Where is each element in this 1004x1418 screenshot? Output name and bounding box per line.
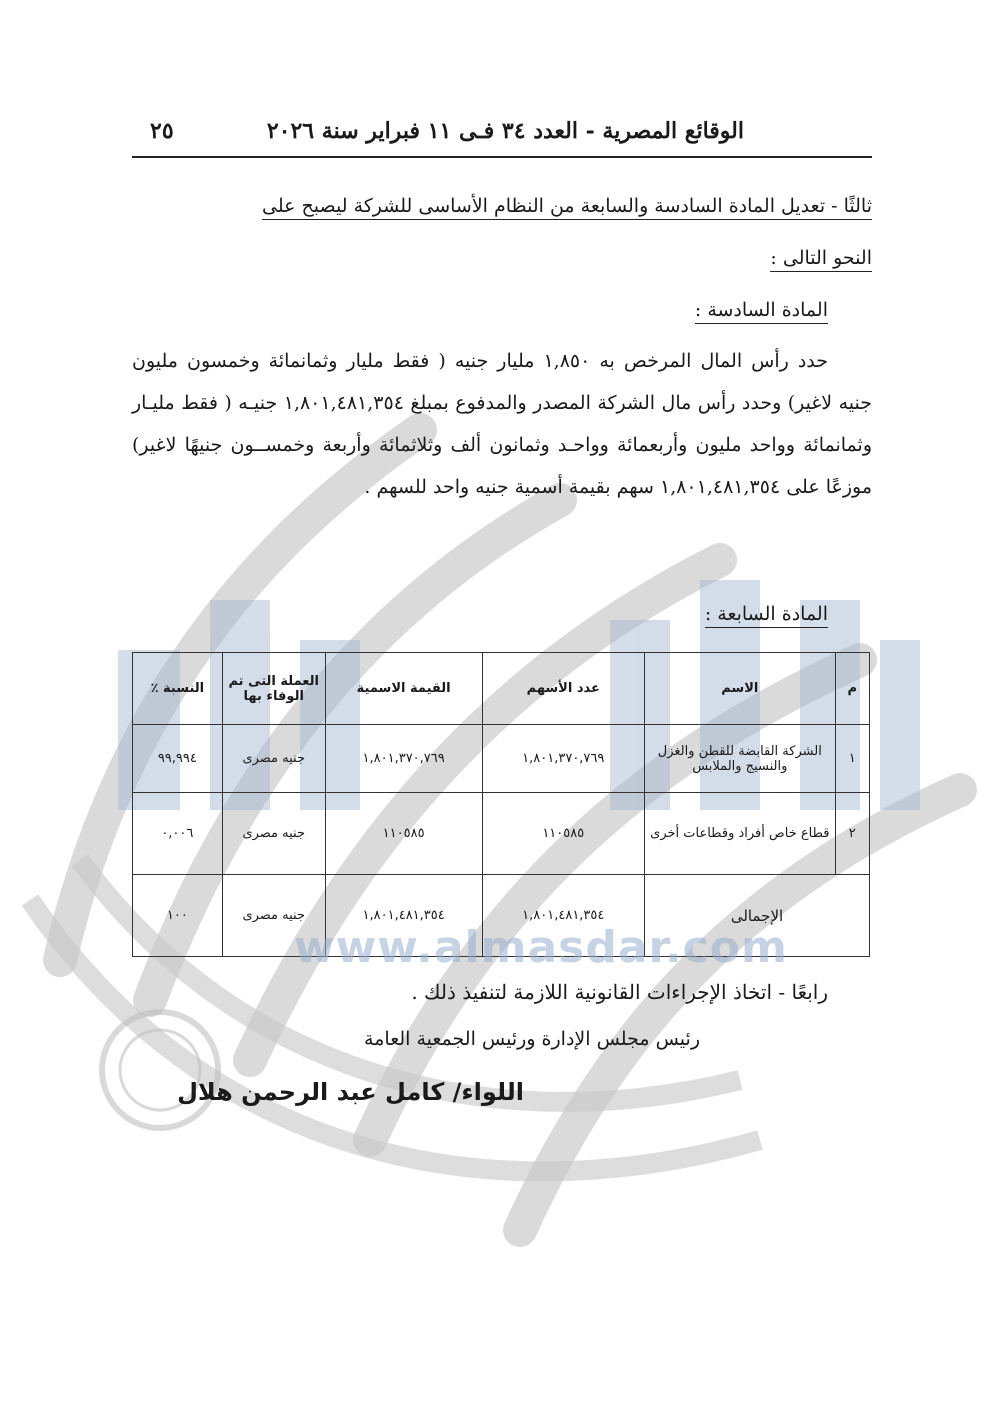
row-index: ١ — [835, 725, 869, 793]
shareholders-table — [132, 652, 870, 957]
row-name: الشركة القابضة للقطن والغزل والنسيج والملابس — [645, 725, 836, 793]
row-index: ٢ — [835, 793, 869, 875]
total-value: ١,٨٠١,٤٨١,٣٥٤ — [325, 875, 482, 957]
signature-title: رئيس مجلس الإدارة ورئيس الجمعية العامة — [364, 1028, 700, 1050]
gazette-issue-title: الوقائع المصرية - العدد ٣٤ فـى ١١ فبراير سنة ٢٠٢٦ — [266, 118, 744, 144]
row-value: ١,٨٠١,٣٧٠,٧٦٩ — [325, 725, 482, 793]
row-currency: جنيه مصرى — [222, 725, 325, 793]
article7-heading: المادة السابعة : — [705, 603, 828, 628]
col-shares-header: عدد الأسهم — [482, 653, 645, 725]
total-shares: ١,٨٠١,٤٨١,٣٥٤ — [482, 875, 645, 957]
article7-heading-row — [132, 594, 872, 634]
row-shares: ١١٠٥٨٥ — [482, 793, 645, 875]
col-pct-header: النسبة ٪ — [133, 653, 223, 725]
row-currency: جنيه مصرى — [222, 793, 325, 875]
signature-name: اللواء/ كامل عبد الرحمن هلال — [177, 1078, 524, 1106]
row-name: قطاع خاص أفراد وقطاعات أخرى — [645, 793, 836, 875]
col-currency-header: العملة التى تم الوفاء بها — [222, 653, 325, 725]
row-shares: ١,٨٠١,٣٧٠,٧٦٩ — [482, 725, 645, 793]
amendment-line-1: ثالثًا - تعديل المادة السادسة والسابعة من النظام الأساسى للشركة ليصبح على — [262, 195, 872, 220]
amendment-intro-cont — [132, 238, 872, 278]
row-pct: ٠,٠٠٦ — [133, 793, 223, 875]
page-number: ٢٥ — [150, 118, 174, 144]
total-pct: ١٠٠ — [133, 875, 223, 957]
table-row — [133, 793, 870, 875]
row-value: ١١٠٥٨٥ — [325, 793, 482, 875]
table-header-row — [133, 653, 870, 725]
col-m-header: م — [835, 653, 869, 725]
article6-heading: المادة السادسة : — [695, 299, 828, 324]
col-name-header: الاسم — [645, 653, 836, 725]
watermark-url: www.almasdar.com — [294, 922, 788, 973]
row-pct: ٩٩,٩٩٤ — [133, 725, 223, 793]
amendment-intro — [132, 186, 872, 226]
page-header — [132, 112, 872, 158]
col-value-header: القيمة الاسمية — [325, 653, 482, 725]
total-currency: جنيه مصرى — [222, 875, 325, 957]
article6-heading-row — [132, 290, 872, 330]
table-row — [133, 725, 870, 793]
amendment-line-2: النحو التالى : — [770, 247, 872, 272]
total-label: الإجمالى — [645, 875, 870, 957]
fourth-decision: رابعًا - اتخاذ الإجراءات القانونية اللازمة لتنفيذ ذلك . — [411, 980, 828, 1004]
article6-text: حدد رأس المال المرخص به ١,٨٥٠ مليار جنيه ( فقط مليار وثمانمائة وخمسون مليون جنيه لاغير) وحدد رأس مال الشركة المصدر والمدفوع بمبلغ ١,٨٠١,٤٨١,٣٥٤ جنيـه ( فقط مليـار وثمانمائة وواحد مليون وأربعمائة وواحـد وثمانون ألف وثلاثمائة وأربعة وخمســون جنيهًا لاغير) موزعًا على ١,٨٠١,٤٨١,٣٥٤ سهم بقيمة أسمية جنيه واحد للسهم . — [132, 350, 872, 498]
